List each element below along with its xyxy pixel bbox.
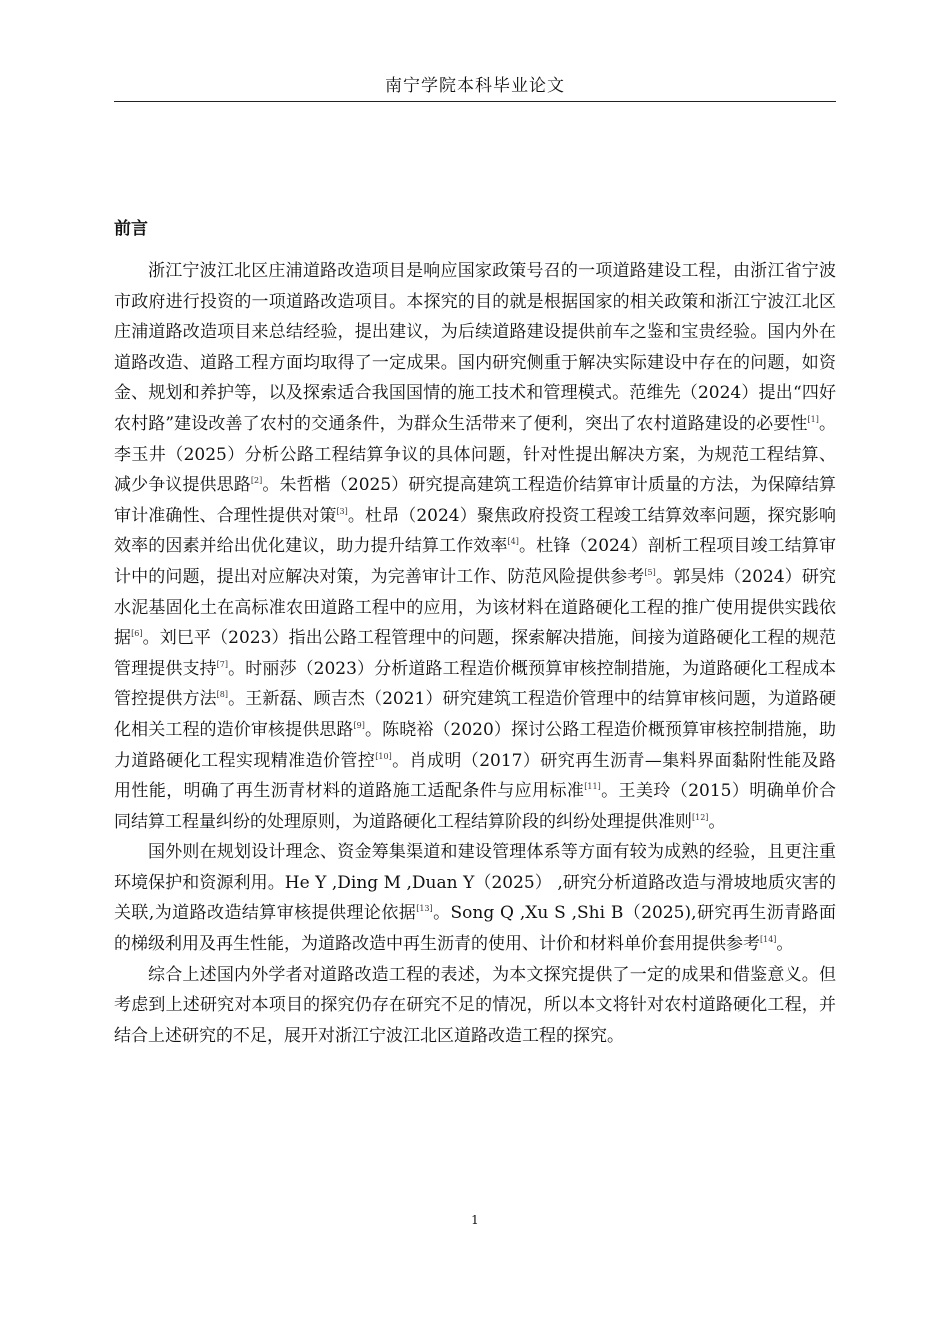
body-text [114, 256, 836, 1051]
text-run: 。 [776, 934, 794, 955]
citation-ref: [14] [760, 935, 777, 945]
citation-ref: [9] [353, 720, 365, 730]
text-run: 。朱哲楷（2025）研究提高建筑工程造价结算审计质量的方法，为保障结算审计准确性、合理性提供对策 [114, 475, 837, 526]
paragraph [114, 837, 836, 959]
citation-ref: [4] [507, 537, 519, 547]
text-run: 。李玉井（2025）分析公路工程结算争议的具体问题，针对性提出解决方案，为规范工程结算、减少争议提供思路 [114, 413, 836, 496]
citation-ref: [10] [375, 751, 392, 761]
citation-ref: [12] [692, 812, 709, 822]
paragraph [114, 256, 836, 837]
citation-ref: [11] [584, 782, 601, 792]
text-run: 。陈晓裕（2020）探讨公路工程造价概预算审核控制措施，助力道路硬化工程实现精准造价管控 [114, 719, 837, 771]
text-run: 。刘巳平（2023）指出公路工程管理中的问题，探索解决措施，间接为道路硬化工程的规范管理提供支持 [114, 628, 837, 679]
citation-ref: [3] [336, 506, 348, 516]
citation-ref: [2] [250, 476, 263, 486]
paragraph [114, 960, 836, 1052]
section-title: 前言 [114, 219, 148, 239]
text-run: 。Song Q ,Xu S ,Shi B（2025),研究再生沥青路面的梯级利用及再生性能，为道路改造中再生沥青的使用、计价和材料单价套用提供参考 [114, 903, 837, 955]
text-run: 。王新磊、顾吉杰（2021）研究建筑工程造价管理中的结算审核问题，为道路硬化相关工程的造价审核提供思路 [114, 689, 837, 740]
text-run: 。杜昂（2024）聚焦政府投资工程竣工结算效率问题，探究影响效率的因素并给出优化建议，助力提升结算工作效率 [114, 505, 837, 557]
running-header: 南宁学院本科毕业论文 [385, 76, 565, 96]
text-run: 国外则在规划设计理念、资金筹集渠道和建设管理体系等方面有较为成熟的经验，且更注重环境保护和资源利用。He Y ,Ding M ,Duan Y（2025） ,研究分析道路改造与滑坡地质灾害的关联,为道路改造结算审核提供理论依据 [114, 842, 836, 924]
citation-ref: [6] [131, 629, 143, 639]
citation-ref: [8] [216, 690, 229, 700]
text-run: 。王美玲（2015）明确单价合同结算工程量纠纷的处理原则，为道路硬化工程结算阶段的纠纷处理提供准则 [114, 781, 837, 832]
page-number: 1 [471, 1213, 479, 1227]
text-run: 。肖成明（2017）研究再生沥青—集料界面黏附性能及路用性能，明确了再生沥青材料的道路施工适配条件与应用标准 [114, 750, 837, 802]
text-run: 综合上述国内外学者对道路改造工程的表述，为本文探究提供了一定的成果和借鉴意义。但考虑到上述研究对本项目的探究仍存在研究不足的情况，所以本文将针对农村道路硬化工程，并结合上述研究的不足，展开对浙江宁波江北区道路改造工程的探究。 [114, 964, 836, 1046]
citation-ref: [1] [807, 414, 819, 424]
text-run: 。郭昊炜（2024）研究水泥基固化土在高标准农田道路工程中的应用，为该材料在道路硬化工程的推广使用提供实践依据 [114, 566, 837, 649]
citation-ref: [7] [216, 659, 229, 669]
header-rule [114, 101, 836, 102]
text-run: 。 [708, 811, 726, 832]
citation-ref: [13] [416, 904, 433, 914]
text-run: 。杜锋（2024）剖析工程项目竣工结算审计中的问题，提出对应解决对策，为完善审计工作、防范风险提供参考 [114, 536, 837, 587]
text-run: 。时丽莎（2023）分析道路工程造价概预算审核控制措施，为道路硬化工程成本管控提供方法 [114, 658, 837, 710]
text-run: 浙江宁波江北区庄浦道路改造项目是响应国家政策号召的一项道路建设工程，由浙江省宁波市政府进行投资的一项道路改造项目。本探究的目的就是根据国家的相关政策和浙江宁波江北区庄浦道路改造项目来总结经验，提出建议，为后续道路建设提供前车之鉴和宝贵经验。国内外在道路改造、道路工程方面均取得了一定成果。国内研究侧重于解决实际建设中存在的问题，如资金、规划和养护等，以及探索适合我国国情的施工技术和管理模式。范维先（2024）提出“四好农村路”建设改善了农村的交通条件，为群众生活带来了便利，突出了农村道路建设的必要性 [114, 261, 836, 434]
citation-ref: [5] [644, 567, 656, 577]
